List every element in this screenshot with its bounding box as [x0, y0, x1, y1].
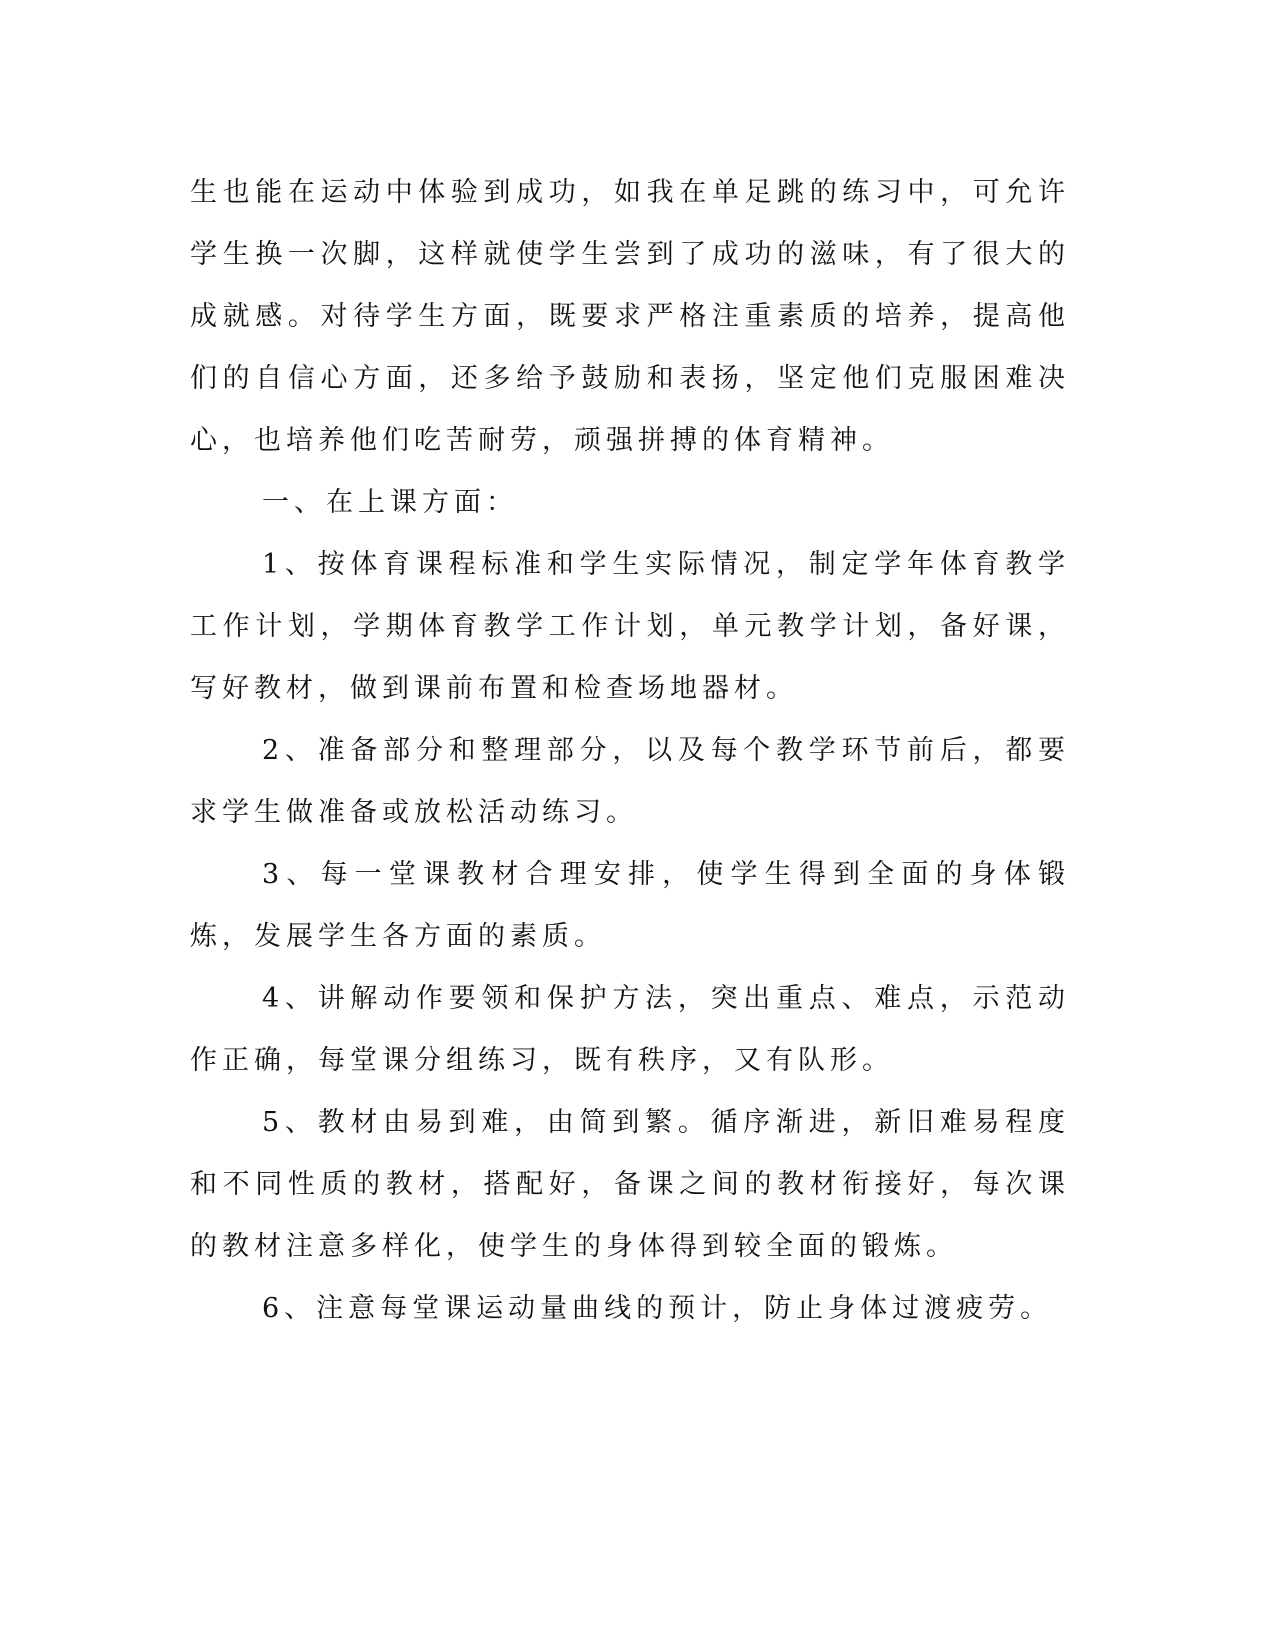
- document-body: [190, 162, 1070, 1340]
- list-item-3: 3、每一堂课教材合理安排，使学生得到全面的身体锻炼，发展学生各方面的素质。: [190, 859, 1070, 952]
- paragraph-continuation: 生也能在运动中体验到成功，如我在单足跳的练习中，可允许学生换一次脚，这样就使学生尝到了成功的滋味，有了很大的成就感。对待学生方面，既要求严格注重素质的培养，提高他们的自信心方面，还多给予鼓励和表扬，坚定他们克服困难决心，也培养他们吃苦耐劳，顽强拼搏的体育精神。: [190, 177, 1070, 456]
- list-item-6: 6、注意每堂课运动量曲线的预计，防止身体过渡疲劳。: [262, 1293, 1053, 1324]
- section-heading: 一、在上课方面：: [262, 487, 518, 518]
- list-item-1: 1、按体育课程标准和学生实际情况，制定学年体育教学工作计划，学期体育教学工作计划，单元教学计划，备好课，写好教材，做到课前布置和检查场地器材。: [190, 549, 1070, 704]
- list-item-5: 5、教材由易到难，由简到繁。循序渐进，新旧难易程度和不同性质的教材，搭配好，备课之间的教材衔接好，每次课的教材注意多样化，使学生的身体得到较全面的锻炼。: [190, 1107, 1070, 1262]
- list-item-4: 4、讲解动作要领和保护方法，突出重点、难点，示范动作正确，每堂课分组练习，既有秩序，又有队形。: [190, 983, 1070, 1076]
- list-item-2: 2、准备部分和整理部分，以及每个教学环节前后，都要求学生做准备或放松活动练习。: [190, 735, 1070, 828]
